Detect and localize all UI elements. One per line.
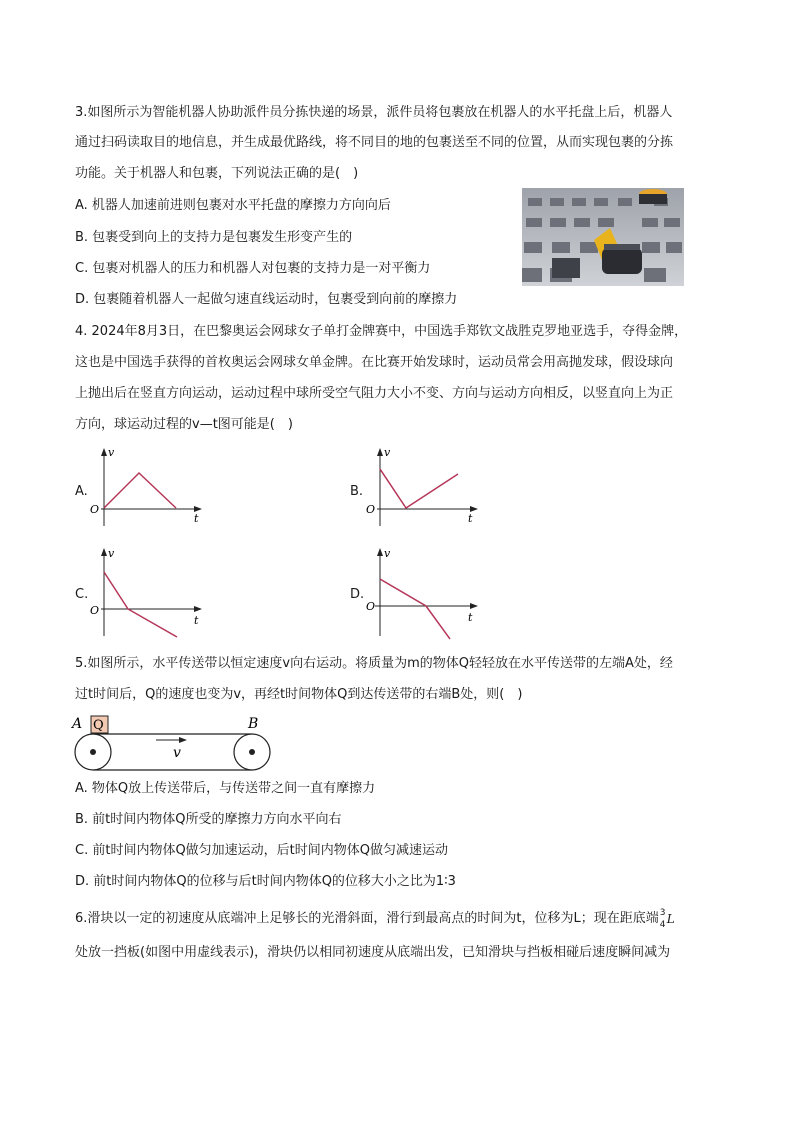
q5-option-a: A. 物体Q放上传送带后，与传送带之间一直有摩擦力 [75,781,376,796]
object-q-label: Q [93,718,104,733]
graph-b-o-label: O [366,503,376,516]
graph-b-t-label: t [468,512,473,525]
q6-fraction-num: 3 [659,908,666,918]
graph-d [362,544,482,640]
q5-stem-line-1: 5.如图所示，水平传送带以恒定速度v向右运动。将质量为m的物体Q轻轻放在水平传送带的左端A处，经 [75,656,673,671]
q3-option-c: C. 包裹对机器人的压力和机器人对包裹的支持力是一对平衡力 [75,261,431,276]
q6-stem-text: 6.滑块以一定的初速度从底端冲上足够长的光滑斜面，滑行到最高点的时间为t，位移为L；现在距底端 [75,911,659,926]
graph-c-o-label: O [90,604,100,617]
graph-a-v-label: v [108,446,115,459]
point-b-label: B [248,716,259,732]
robot-sorting-photo [522,188,684,286]
graph-c [86,544,206,640]
graph-d-t-label: t [468,611,473,624]
graph-d-v-label: v [384,547,391,560]
q3-stem-line-2: 通过扫码读取目的地信息，并生成最优路线，将不同目的地的包裹送至不同的位置，从而实现包裹的分拣 [75,135,674,150]
q6-fraction-den: 4 [659,920,666,930]
q6-stem-line-2: 处放一挡板(如图中用虚线表示)，滑块仍以相同初速度从底端出发，已知滑块与挡板相碰后速度瞬间减为 [75,945,671,960]
q6-fraction [659,910,675,928]
velocity-label: v [173,745,181,761]
q5-option-d: D. 前t时间内物体Q的位移与后t时间内物体Q的位移大小之比为1∶3 [75,874,456,889]
graph-a [86,446,206,528]
conveyor-belt-figure [68,712,278,774]
graph-b [362,446,482,528]
point-a-label: A [72,716,83,732]
q3-option-d: D. 包裹随着机器人一起做匀速直线运动时，包裹受到向前的摩擦力 [75,292,458,307]
graph-d-label: D. [350,587,365,602]
q4-stem-line-4: 方向，球运动过程的v—t图可能是( ) [75,417,293,432]
q3-stem-line-3: 功能。关于机器人和包裹，下列说法正确的是( ) [75,166,359,181]
q3-option-a: A. 机器人加速前进则包裹对水平托盘的摩擦力方向向后 [75,198,391,213]
q5-option-b: B. 前t时间内物体Q所受的摩擦力方向水平向右 [75,812,342,827]
q3-stem-line-1: 3.如图所示为智能机器人协助派件员分拣快递的场景，派件员将包裹放在机器人的水平托盘上后，机器人 [75,105,673,120]
q4-stem-line-2: 这也是中国选手获得的首枚奥运会网球女单金牌。在比赛开始发球时，运动员常会用高抛发球，假设球向 [75,355,674,370]
graph-b-v-label: v [384,446,391,459]
graph-a-o-label: O [90,503,100,516]
graph-d-o-label: O [366,600,376,613]
graph-c-t-label: t [194,614,199,627]
q3-option-b: B. 包裹受到向上的支持力是包裹发生形变产生的 [75,230,353,245]
q5-option-c: C. 前t时间内物体Q做匀加速运动，后t时间内物体Q做匀减速运动 [75,843,449,858]
q5-stem-line-2: 过t时间后，Q的速度也变为v，再经t时间物体Q到达传送带的右端B处，则( ) [75,687,523,702]
graph-c-v-label: v [108,547,115,560]
q6-fraction-var: L [666,912,675,926]
graph-c-label: C. [75,587,89,602]
graph-a-label: A. [75,484,88,499]
graph-a-t-label: t [194,512,199,525]
q4-stem-line-1: 4. 2024年8月3日，在巴黎奥运会网球女子单打金牌赛中，中国选手郑钦文战胜克罗地亚选手，夺得金牌， [75,324,688,339]
q4-stem-line-3: 上抛出后在竖直方向运动，运动过程中球所受空气阻力大小不变、方向与运动方向相反，以竖直向上为正 [75,386,674,401]
graph-b-label: B. [350,484,364,499]
q6-stem-line-1 [75,910,675,928]
